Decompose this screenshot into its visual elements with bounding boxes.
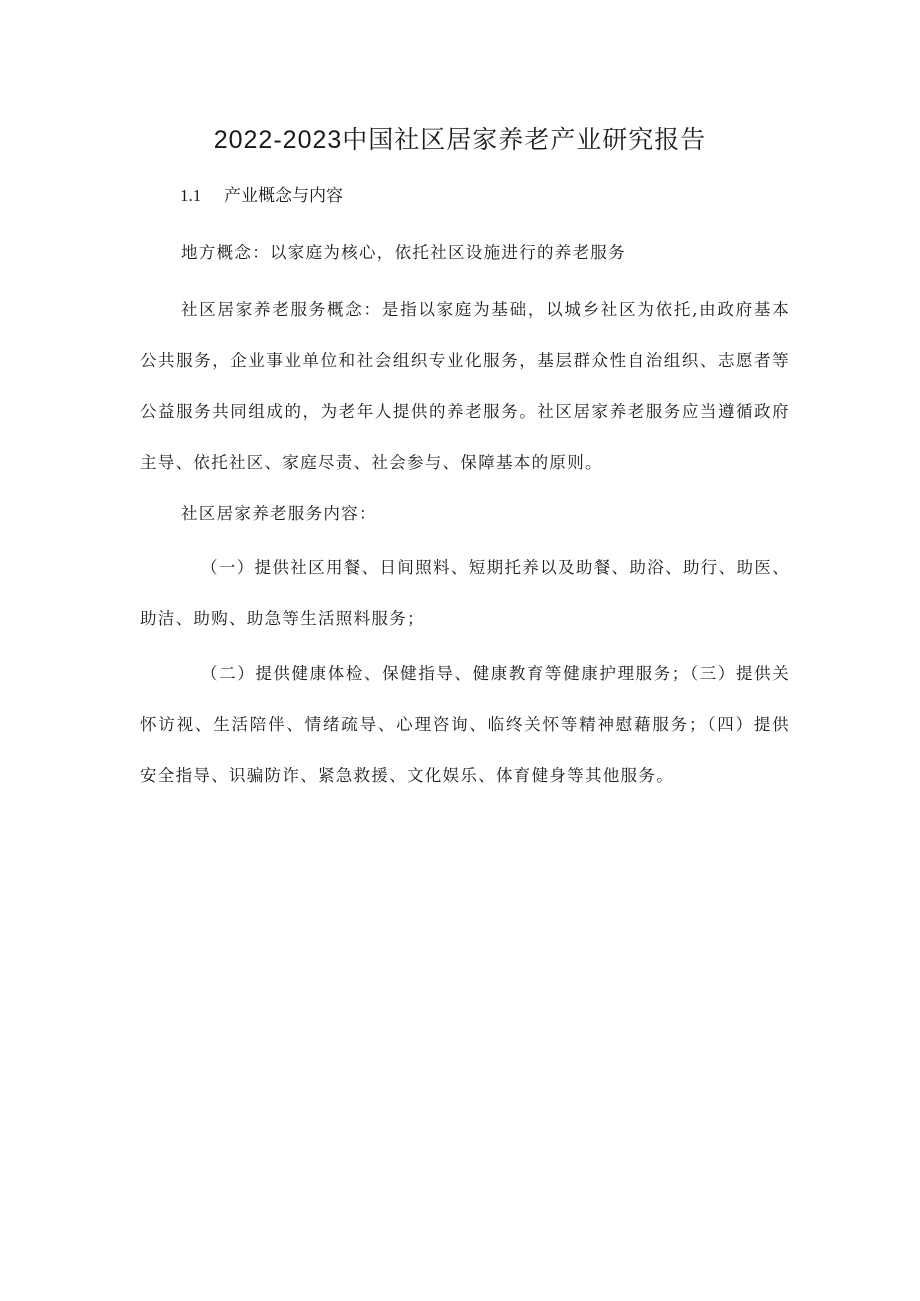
document-title: 2022-2023中国社区居家养老产业研究报告 xyxy=(213,126,707,154)
paragraph-service-items-2-4: （二）提供健康体检、保健指导、健康教育等健康护理服务；（三）提供关怀访视、生活陪伴、情绪疏导、心理咨询、临终关怀等精神慰藉服务；（四）提供安全指导、识骗防诈、紧急救援、文化娱乐、体育健身等其他服务。 xyxy=(140,664,790,785)
paragraph-service-concept: 社区居家养老服务概念：是指以家庭为基础，以城乡社区为依托,由政府基本公共服务，企业事业单位和社会组织专业化服务，基层群众性自治组织、志愿者等公益服务共同组成的，为老年人提供的养老服务。社区居家养老服务应当遵循政府主导、依托社区、家庭尽责、社会参与、保障基本的原则。 xyxy=(140,300,790,472)
paragraph-service-item-1: （一）提供社区用餐、日间照料、短期托养以及助餐、助浴、助行、助医、助洁、助购、助急等生活照料服务； xyxy=(140,558,790,628)
section-number: 1.1 xyxy=(180,186,202,205)
paragraph-service-content-heading: 社区居家养老服务内容： xyxy=(181,504,377,523)
section-title: 产业概念与内容 xyxy=(224,186,343,206)
paragraph-local-concept: 地方概念：以家庭为核心，依托社区设施进行的养老服务 xyxy=(181,243,626,262)
section-heading xyxy=(180,181,343,211)
